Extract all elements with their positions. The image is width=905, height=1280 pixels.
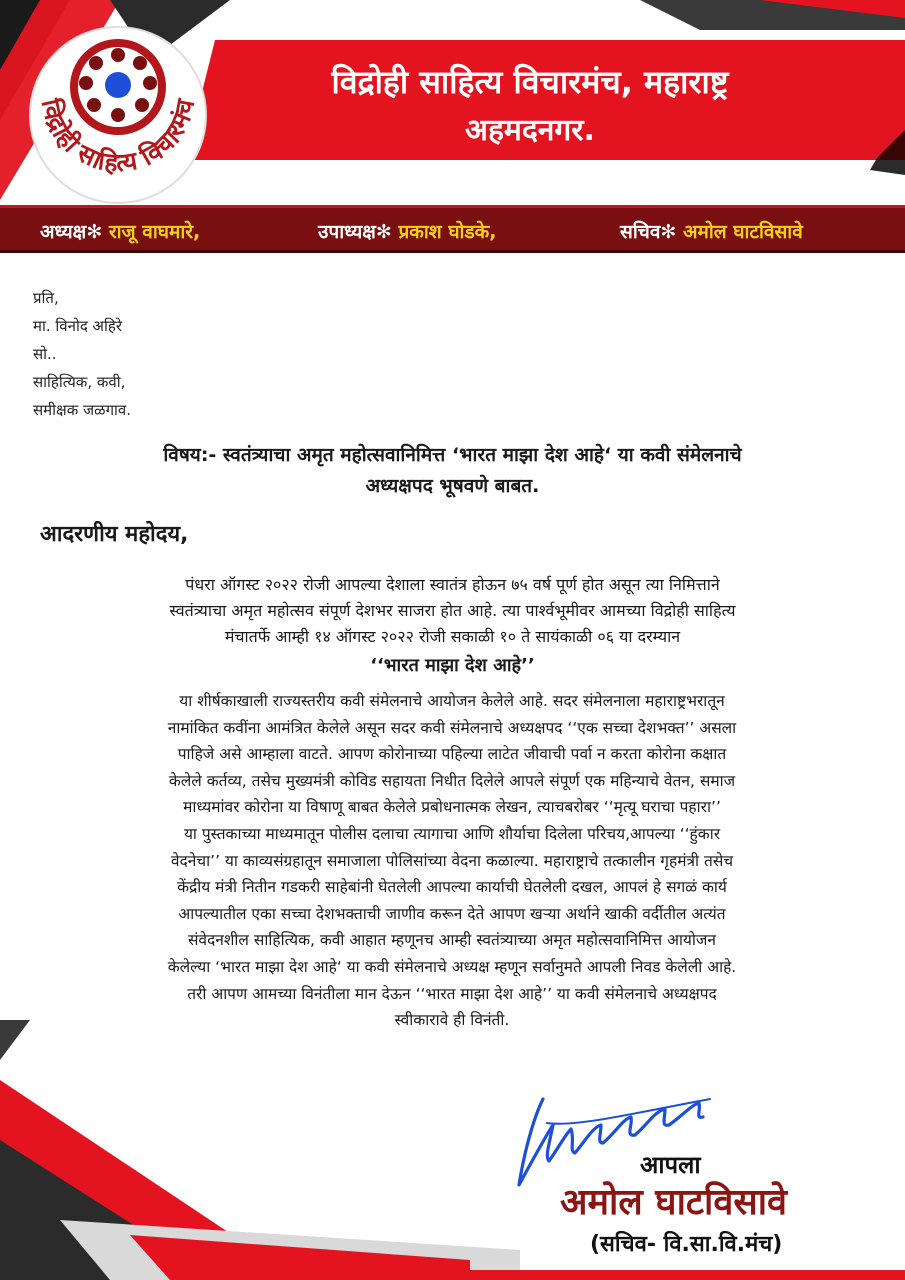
- paragraph-line: पाहिजे असे आम्हाला वाटते. आपण कोरोनाच्या पहिल्या लाटेत जीवाची पर्वा न करता कोरोना कक्षात: [177, 745, 727, 764]
- signer-role: (सचिव- वि.सा.वि.मंच): [590, 1232, 783, 1257]
- paragraph-line: केलेल्या ‘भारत माझा देश आहे‘ या कवी संमेलनाचे अध्यक्ष म्हणून सर्वानुमते आपली निवड केलेली आहे.: [167, 957, 737, 976]
- paragraph-line: तरी आपण आमच्या विनंतीला मान देऊन ‘‘भारत माझा देश आहे’’ या कवी संमेलनाचे अध्यक्षपद: [187, 984, 717, 1003]
- paragraph-line: मंचातर्फे आम्ही १४ ऑगस्ट २०२२ रोजी सकाळी १० ते सायंकाळी ०६ या दरम्यान: [224, 627, 681, 646]
- subject-line: विषय:- स्वतंत्र्याचा अमृत महोत्सवानिमित्त ‘भारत माझा देश आहे‘ या कवी संमेलनाचे: [163, 444, 742, 466]
- office-bearers-bar: [0, 205, 905, 253]
- letter-subject: [20, 440, 885, 502]
- address-line: साहित्यिक, कवी,: [33, 373, 126, 391]
- paragraph-line: पंधरा ऑगस्ट २०२२ रोजी आपल्या देशाला स्वातंत्र होऊन ७५ वर्ष पूर्ण होत असून त्या निमित्ताने: [185, 575, 720, 594]
- organization-city: अहमदनगर.: [465, 113, 595, 148]
- logo-lettering: [28, 95, 208, 205]
- address-line: समीक्षक जळगाव.: [33, 401, 132, 419]
- paragraph-line: केलेले कर्तव्य, तसेच मुख्यमंत्री कोविड सहायता निधीत दिलेले आपले संपूर्ण एक महिन्याचे वेतन, समाज: [168, 771, 736, 790]
- subject-line: अध्यक्षपद भूषवणे बाबत.: [365, 475, 540, 497]
- salutation: आदरणीय महोदय,: [40, 522, 189, 547]
- address-line: सो..: [33, 345, 57, 363]
- signer-name: अमोल घाटविसावे: [560, 1182, 788, 1223]
- paragraph-line: नामांकित कवींना आमंत्रित केलेले असून सदर कवी संमेलनाचे अध्यक्षपद ‘‘एक सच्चा देशभक्त’’ असला: [167, 718, 737, 737]
- paragraph-line: आपल्यातील एका सच्चा देशभक्ताची जाणीव करून देते आपण खऱ्या अर्थाने खाकी वर्दीतील अत्यंत: [178, 904, 726, 923]
- address-line: प्रति,: [33, 289, 59, 307]
- paragraph-line: या शीर्षकाखाली राज्यस्तरीय कवी संमेलनाचे आयोजन केलेले आहे. सदर संमेलनाला महाराष्ट्रभरातून: [179, 692, 725, 710]
- paragraph-intro: [30, 572, 875, 650]
- paragraph-body: [22, 688, 882, 1034]
- secretary: सचिव✻ अमोल घाटविसावे: [620, 221, 803, 243]
- paragraph-line: या पुस्तकाच्या माध्यमातून पोलीस दलाचा त्यागाचा आणि शौर्याचा दिलेला परिचय,आपल्या ‘‘हुंकार: [183, 824, 721, 843]
- svg-text:विद्रोही साहित्य विचारमंच: विद्रोही साहित्य विचारमंच: [35, 96, 201, 178]
- paragraph-line: माध्यमांवर कोरोना या विषाणू बाबत केलेले प्रबोधनात्मक लेखन, त्याचबरोबर ‘‘मृत्यू घराचा पहारा’’: [183, 798, 721, 817]
- paragraph-line: वेदनेचा’’ या काव्यसंग्रहातून समाजाला पोलिसांच्या वेदना कळाल्या. महाराष्ट्राचे तत्कालीन गृहमंत्री तसेच: [170, 851, 734, 870]
- event-title: ‘‘भारत माझा देश आहे’’: [370, 655, 535, 676]
- paragraph-line: संवेदनशील साहित्यिक, कवी आहात म्हणूनच आम्ही स्वतंत्र्याच्या अमृत महोत्सवानिमित्त आयोजन: [187, 931, 717, 950]
- closing-label: आपला: [640, 1151, 701, 1179]
- vice-president: उपाध्यक्ष✻ प्रकाश घोडके,: [318, 221, 497, 243]
- organization-name: विद्रोही साहित्य विचारमंच, महाराष्ट्र: [331, 63, 729, 101]
- paragraph-line: स्वतंत्र्याचा अमृत महोत्सव संपूर्ण देशभर साजरा होत आहे. त्या पार्श्वभूमीवर आमच्या विद्रोही साहित्य: [169, 601, 736, 620]
- paragraph-line: स्वीकारावे ही विनंती.: [394, 1011, 510, 1030]
- address-line: मा. विनोद अहिरे: [33, 317, 123, 335]
- paragraph-line: केंद्रीय मंत्री नितीन गडकरी साहेबांनी घेतलेली आपल्या कार्याची घेतलेली दखल, आपलं हे सगळं कार्य: [177, 878, 727, 897]
- president: अध्यक्ष✻ राजू वाघमारे,: [40, 221, 201, 243]
